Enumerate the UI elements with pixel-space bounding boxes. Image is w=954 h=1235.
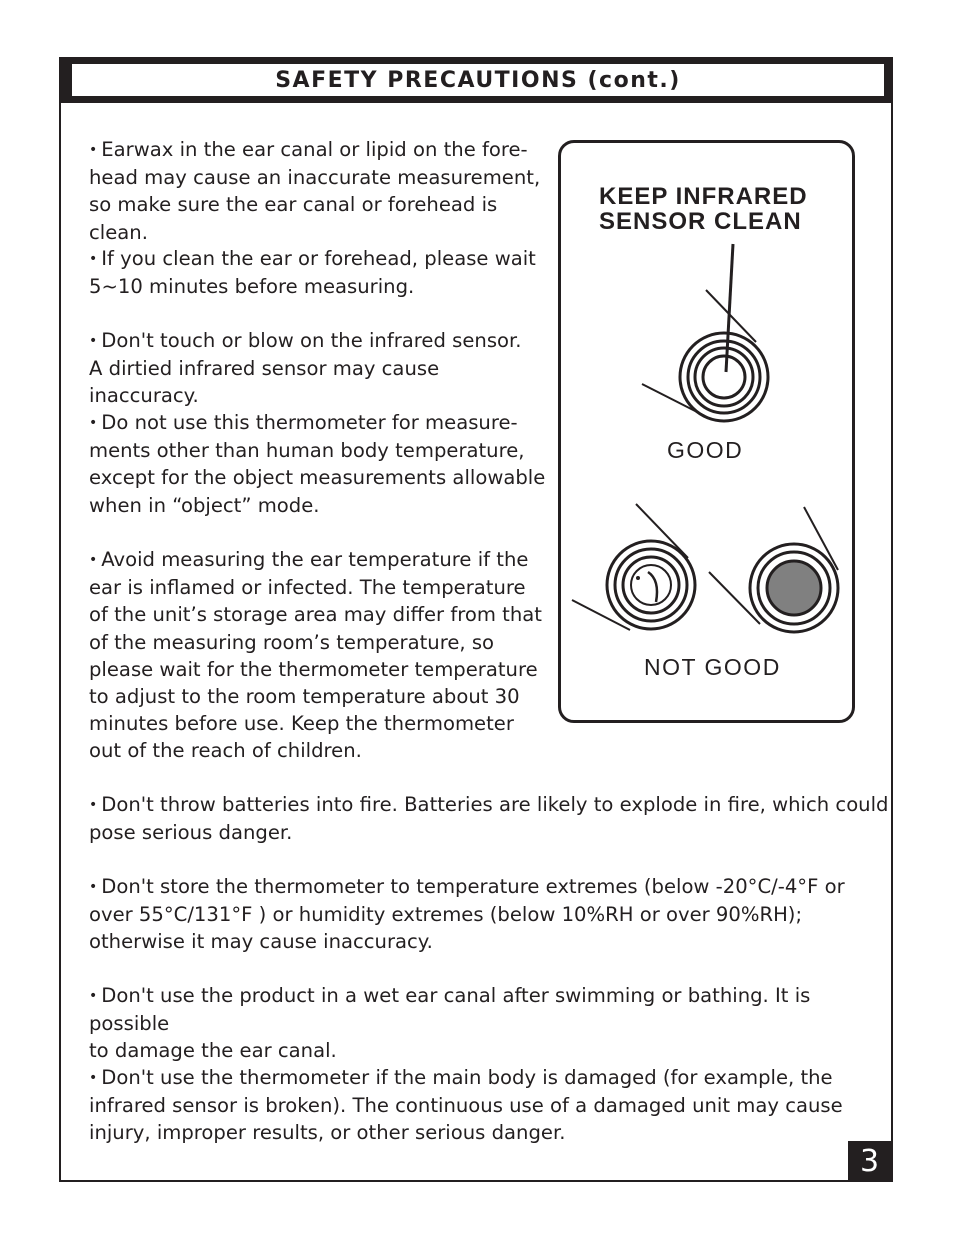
bullet: • — [89, 142, 98, 158]
precaution-text: Do not use this thermometer for measure- ments other than human body temperature, except for the object measurements allowable when in “object” mode. — [89, 411, 546, 517]
precaution-text: Avoid measuring the ear temperature if the ear is inflamed or infected. The temperature of the unit’s storage area may differ from that of the measuring room’s temperature, so please wait for the thermometer temperature to adjust to the room temperature about 30 minutes before use. Keep the thermometer out of the reach of children. — [89, 548, 542, 763]
clean-sensor-icon — [642, 244, 768, 421]
precaution-text: Don't use the product in a wet ear canal after swimming or bathing. It is possible to damage the ear canal. — [89, 984, 811, 1063]
precaution-text: Earwax in the ear canal or lipid on the fore- head may cause an inaccurate measurement, so make sure the ear canal or forehead is clean. — [89, 138, 541, 244]
bullet: • — [89, 879, 98, 895]
bullet: • — [89, 797, 98, 813]
bullet: • — [89, 251, 98, 267]
not-good-label: NOT GOOD — [644, 654, 781, 680]
dirty-sensor-icon — [709, 507, 838, 632]
precaution-text: Don't throw batteries into fire. Batteries are likely to explode in fire, which could pose serious danger. — [89, 793, 889, 845]
page-number: 3 — [848, 1141, 891, 1182]
scratched-sensor-icon — [572, 504, 695, 630]
bullet: • — [89, 415, 98, 431]
section-title: SAFETY PRECAUTIONS (cont.) — [275, 67, 681, 93]
good-label: GOOD — [667, 437, 744, 463]
precaution-text: Don't touch or blow on the infrared sensor. A dirtied infrared sensor may cause inaccuracy. — [89, 329, 522, 408]
bullet: • — [89, 552, 98, 568]
bullet: • — [89, 988, 98, 1004]
sensor-box-title: KEEP INFRARED SENSOR CLEAN — [599, 183, 808, 235]
precaution-text: Don't store the thermometer to temperature extremes (below -20°C/-4°F or over 55°C/131°F ) or humidity extremes (below 10%RH or over 90%RH); otherwise it may cause inaccuracy. — [89, 875, 845, 954]
bullet: • — [89, 1070, 98, 1086]
precaution-text: Don't use the thermometer if the main body is damaged (for example, the infrared sensor is broken). The continuous use of a damaged unit may cause injury, improper results, or other serious danger. — [89, 1066, 843, 1145]
precaution-text: If you clean the ear or forehead, please wait 5~10 minutes before measuring. — [89, 247, 536, 299]
bullet: • — [89, 333, 98, 349]
